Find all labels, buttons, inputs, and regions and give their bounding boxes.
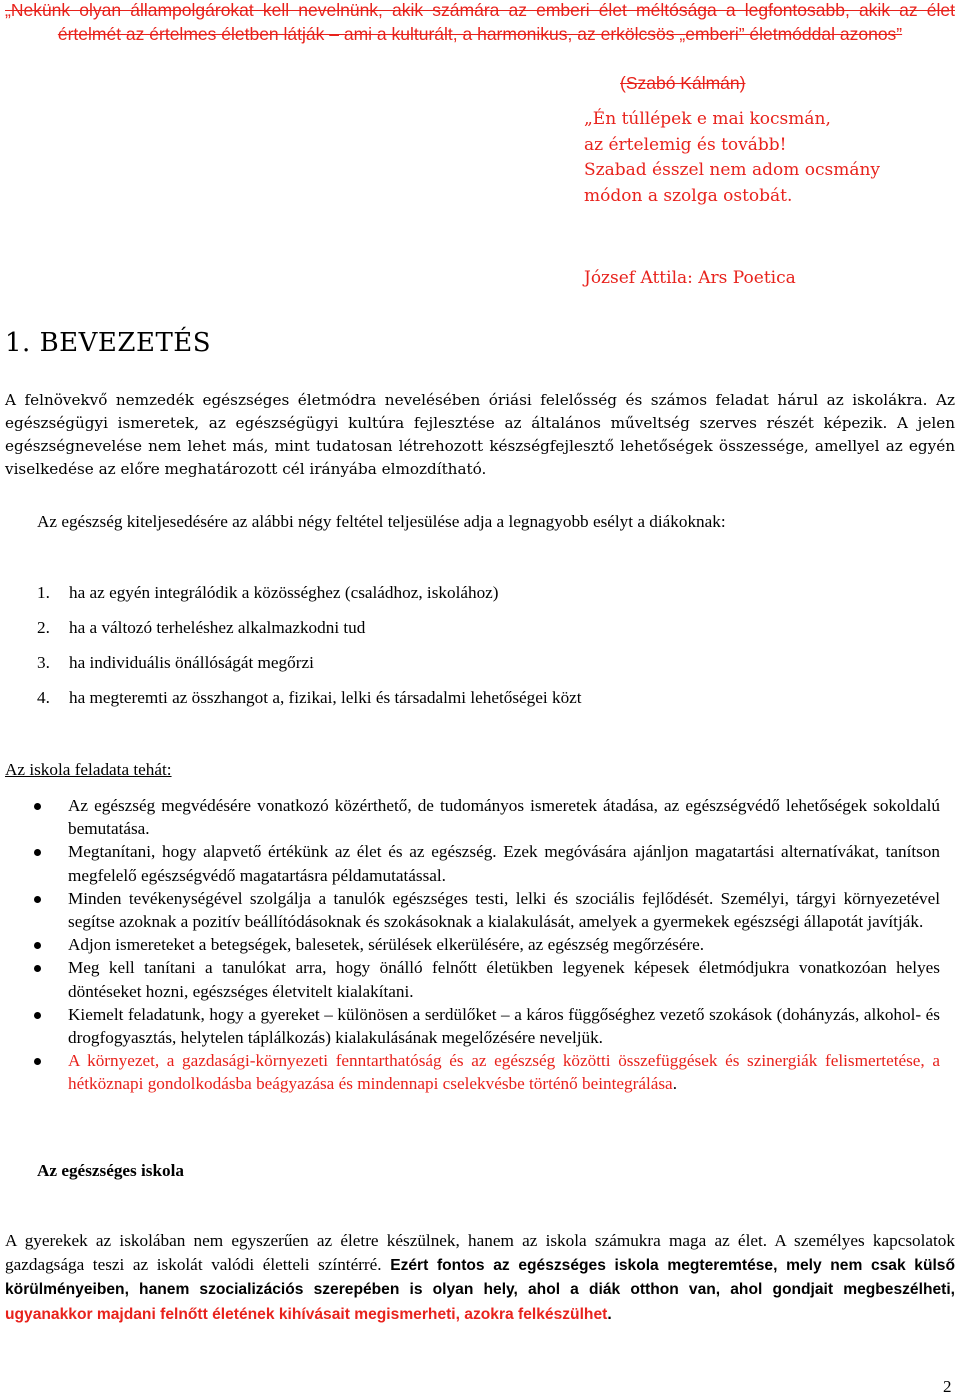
list-item: Minden tevékenységével szolgálja a tanulók egészséges testi, lelki és szociális fejlődését. Személyi, tárgyi környezetével segítse azoknak a pozitív beállítódásoknak és szokásoknak a kialakulását, amelyek a gyermekek egészségi állapotát javítják. — [28, 887, 940, 933]
epigraph-source: (Szabó Kálmán) — [620, 73, 746, 93]
poem-source: József Attila: Ars Poetica — [584, 268, 796, 288]
list-item: 1. ha az egyén integrálódik a közösséghez (családhoz, iskolához) — [37, 583, 499, 602]
poem-line: az értelemig és tovább! — [584, 134, 787, 155]
school-paragraph: A gyerekek az iskolában nem egyszerűen az életre készülnek, hanem az iskola számukra maga az élet. A személyes kapcsolatok gazdagsága teszi az iskolát valódi életteli színtérré. Ezért fontos az egészséges iskola megteremtése, mely nem csak külső körülményeiben, hanem szocializációs szerepében is olyan hely, ahol a diák otthon van, ahol gondjait megbeszélheti, ugyanakkor majdani felnőtt életének kihívásait megismerheti, azokra felkészülhet. — [5, 1231, 956, 1323]
tasks-title: Az iskola feladata tehát: — [5, 760, 172, 779]
bullet-icon — [34, 896, 41, 903]
bullet-icon — [34, 1012, 41, 1019]
conditions-list — [37, 581, 582, 721]
conditions-intro: Az egészség kiteljesedésére az alábbi négy feltétel teljesülése adja a legnagyobb esélyt a diákoknak: — [37, 512, 726, 531]
page-number: 2 — [943, 1377, 952, 1396]
tasks-list — [28, 794, 940, 1096]
intro-text: A felnövekvő nemzedék egészséges életmódra nevelésében óriási felelősség és számos feladat hárul az iskolákra. Az egészségügyi ismeretek, az egészségügyi kultúra fejlesztése az általános műveltség szerves részét képezik. A jelen egészségnevelése nem lehet más, mint tudatosan létrehozott készségfejlesztő lehetőségek összessége, amellyel az egyén viselkedése az előre meghatározott cél irányába elmozdítható. — [5, 391, 955, 478]
bullet-icon — [34, 942, 41, 949]
list-item: 3. ha individuális önállóságát megőrzi — [37, 653, 314, 672]
list-item: A környezet, a gazdasági-környezeti fenntarthatóság és az egészség közötti összefüggések és szinergiák felismertetése, a hétköznapi gondolkodásba beágyazása és mindennapi cselekvésbe történő beintegrálása. — [28, 1049, 940, 1095]
poem-line: „Én túllépek e mai kocsmán, — [584, 109, 831, 129]
list-item: Meg kell tanítani a tanulókat arra, hogy önálló felnőtt életükben legyenek képesek életmódjukra vonatkozóan helyes döntéseket hozni, egészséges életvitelt kialakítani. — [28, 956, 940, 1002]
bullet-icon — [34, 803, 41, 810]
bullet-icon — [34, 1058, 41, 1065]
list-item: Kiemelt feladatunk, hogy a gyereket – különösen a serdülőket – a káros függőséghez vezető szokások (dohányzás, alkohol- és drogfogyasztás, helytelen táplálkozás) kialakulásának megelőzésére neveljük. — [28, 1003, 940, 1049]
bullet-icon — [34, 965, 41, 972]
section-heading: 1. BEVEZETÉS — [5, 328, 212, 358]
bullet-icon — [34, 849, 41, 856]
list-item: 2. ha a változó terheléshez alkalmazkodni tud — [37, 618, 366, 637]
poem-line: módon a szolga ostobát. — [584, 185, 793, 206]
poem-quote — [584, 107, 880, 209]
list-item: Adjon ismereteket a betegségek, balesetek, sérülések elkerülésére, az egészség megőrzésére. — [28, 933, 940, 956]
school-section-title: Az egészséges iskola — [37, 1161, 185, 1180]
list-item: 4. ha megteremti az összhangot a, fizikai, lelki és társadalmi lehetőségei közt — [37, 688, 582, 707]
list-item: Az egészség megvédésére vonatkozó közérthető, de tudományos ismeretek átadása, az egészségvédő lehetőségek sokoldalú bemutatása. — [28, 794, 940, 840]
list-item: Megtanítani, hogy alapvető értékünk az élet és az egészség. Ezek megóvására ajánljon magatartási alternatívákat, tanítson megfelelő egészségvédő magatartásra példamutatással. — [28, 840, 940, 886]
poem-line: Szabad ésszel nem adom ocsmány — [584, 160, 881, 180]
intro-paragraph — [5, 389, 955, 481]
epigraph-quote: „Nekünk olyan állampolgárokat kell nevelnünk, akik számára az emberi élet méltósága a legfontosabb, akik az élet értelmét az értelmes életben látják – ami a kulturált, a harmonikus, az erkölcsös „emberi” életmóddal azonos” — [5, 0, 955, 44]
